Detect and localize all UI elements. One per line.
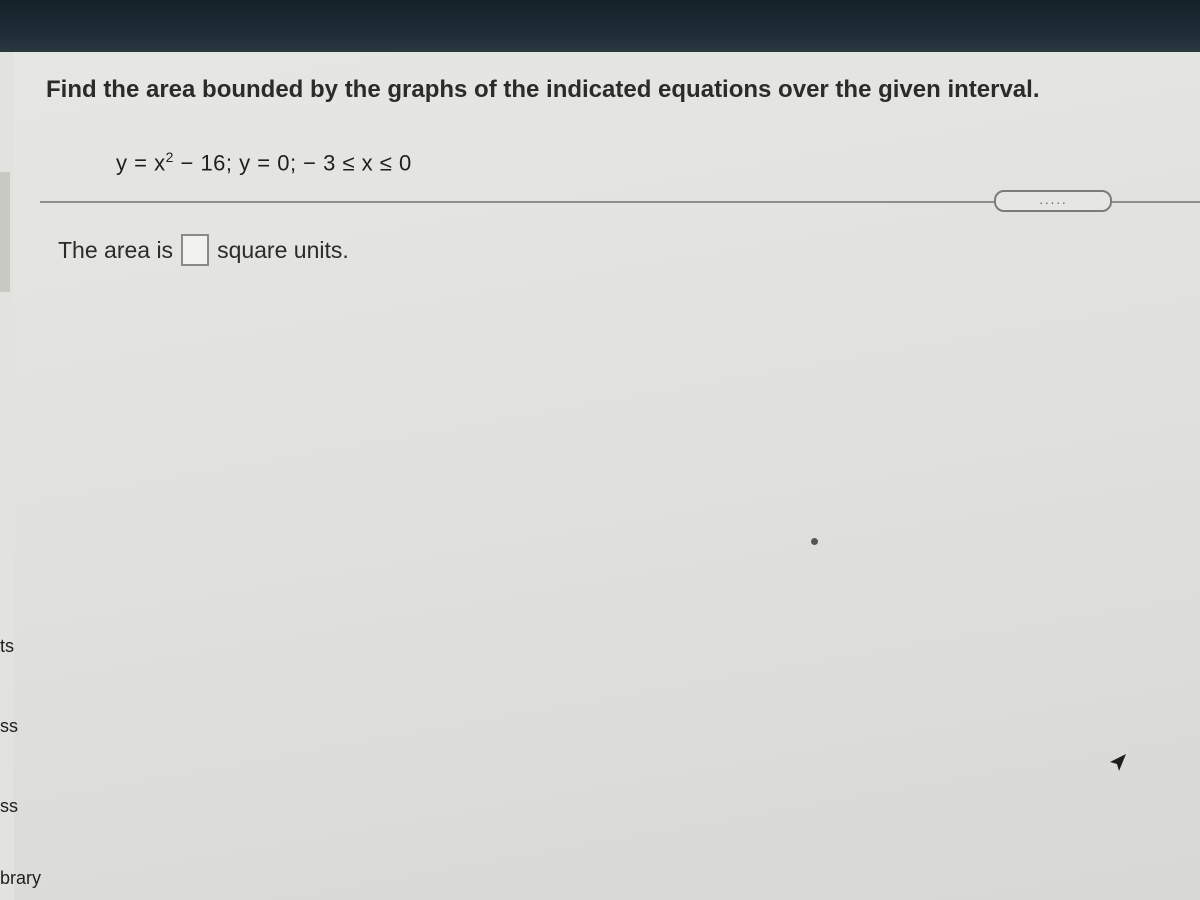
equation [116,149,412,176]
left-sidebar-edge [0,52,15,900]
equation-exponent: 2 [165,149,174,165]
equation-suffix: − 16; y = 0; − 3 ≤ x ≤ 0 [173,150,412,176]
screen-speck [811,538,818,545]
sidebar-item-ss-1[interactable]: ss [0,716,18,736]
expand-more-button[interactable]: ····· [994,190,1112,212]
sidebar-item-ts[interactable]: ts [0,636,15,656]
answer-suffix: square units. [217,236,349,263]
sidebar-item-library[interactable]: brary [0,868,42,888]
area-answer-input[interactable] [181,234,209,266]
answer-row [58,234,349,266]
equation-prefix: y = x [116,150,166,176]
mouse-pointer-icon [1106,752,1128,774]
sidebar-notch [0,172,10,292]
answer-prefix: The area is [58,236,174,263]
sidebar-item-ss-2[interactable]: ss [0,796,18,816]
question-title: Find the area bounded by the graphs of the indicated equations over the given interval. [46,76,1040,103]
window-top-bar [0,0,1200,52]
question-panel [14,52,1200,900]
